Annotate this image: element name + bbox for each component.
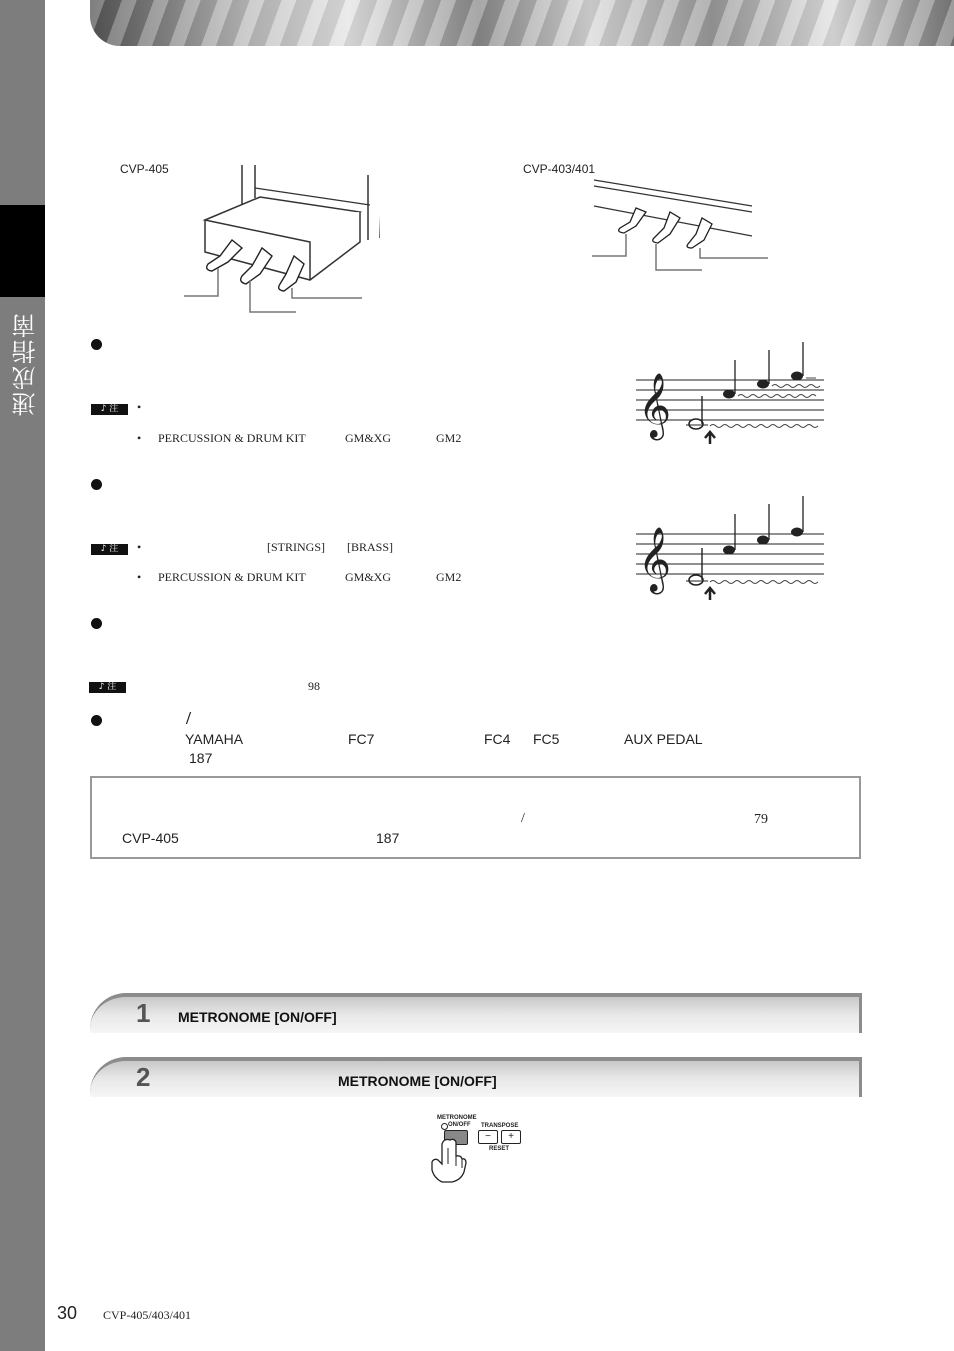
step-2-number: 2 xyxy=(136,1062,151,1092)
note-text-gmxg: GM&XG xyxy=(345,431,392,445)
note-text-brass: [BRASS] xyxy=(347,540,394,554)
notation-figure-sostenuto xyxy=(632,492,832,602)
section-bullet xyxy=(91,339,102,350)
sidebar-tab xyxy=(0,205,45,297)
step-1-number: 1 xyxy=(136,998,151,1028)
section-bullet xyxy=(91,618,102,629)
pedal-illustration-cvp403 xyxy=(590,178,770,274)
info-box-page-ref: 79 xyxy=(754,812,768,827)
svg-text:𝄞: 𝄞 xyxy=(638,373,672,438)
info-box-page-ref-2: 187 xyxy=(376,830,400,846)
header-banner xyxy=(90,0,954,46)
page-number: 30 xyxy=(57,1303,78,1323)
panel-label-reset: RESET xyxy=(489,1146,510,1152)
note-page-ref: 98 xyxy=(308,679,320,693)
panel-label-metronome: METRONOME xyxy=(437,1115,477,1121)
step-1-text: METRONOME [ON/OFF] xyxy=(178,1009,337,1025)
section-bullet xyxy=(91,715,102,726)
notation-figure-soft xyxy=(632,338,832,448)
transpose-plus-button[interactable]: + xyxy=(501,1130,521,1144)
footer-models: CVP-405/403/401 xyxy=(103,1308,192,1322)
sidebar xyxy=(0,0,45,1351)
panel-label-onoff: ON/OFF xyxy=(448,1122,471,1128)
step-2-text: METRONOME [ON/OFF] xyxy=(338,1073,497,1089)
note-bullet: • xyxy=(137,400,142,414)
pedal-figure-label-cvp405: CVP-405 xyxy=(120,162,169,176)
note-icon: ♪ 注 xyxy=(91,544,128,555)
info-box-model: CVP-405 xyxy=(122,830,179,846)
pressing-hand-icon xyxy=(428,1138,468,1184)
pedal-illustration-cvp405 xyxy=(180,160,380,320)
note-text-kit: PERCUSSION & DRUM KIT xyxy=(158,431,306,445)
note-text-kit: PERCUSSION & DRUM KIT xyxy=(158,570,306,584)
text-fc5: FC5 xyxy=(533,731,560,747)
text-fc4: FC4 xyxy=(484,731,511,747)
note-text-gm2: GM2 xyxy=(436,431,462,445)
note-icon: ♪ 注 xyxy=(91,404,128,415)
note-text-strings: [STRINGS] xyxy=(267,540,326,554)
text-fc7: FC7 xyxy=(348,731,375,747)
panel-label-transpose: TRANSPOSE xyxy=(481,1123,519,1129)
note-bullet: • xyxy=(137,540,142,554)
note-text-gmxg: GM&XG xyxy=(345,570,392,584)
note-bullet: • xyxy=(137,570,142,584)
info-box xyxy=(90,776,861,859)
text-yamaha: YAMAHA xyxy=(185,731,244,747)
info-box-slash: / xyxy=(521,811,525,826)
section-bullet xyxy=(91,479,102,490)
text-page-ref: 187 xyxy=(189,750,213,766)
metronome-led xyxy=(441,1123,448,1130)
text-aux-pedal: AUX PEDAL xyxy=(624,731,703,747)
note-text-gm2: GM2 xyxy=(436,570,462,584)
note-bullet: • xyxy=(137,431,142,445)
note-icon: ♪ 注 xyxy=(89,682,126,693)
svg-text:𝄞: 𝄞 xyxy=(638,527,672,592)
transpose-minus-button[interactable]: − xyxy=(478,1130,498,1144)
pedal-figure-label-cvp403: CVP-403/401 xyxy=(523,162,596,176)
sidebar-title: 速成指南 xyxy=(12,312,40,416)
foot-switch-slash: / xyxy=(186,708,192,728)
